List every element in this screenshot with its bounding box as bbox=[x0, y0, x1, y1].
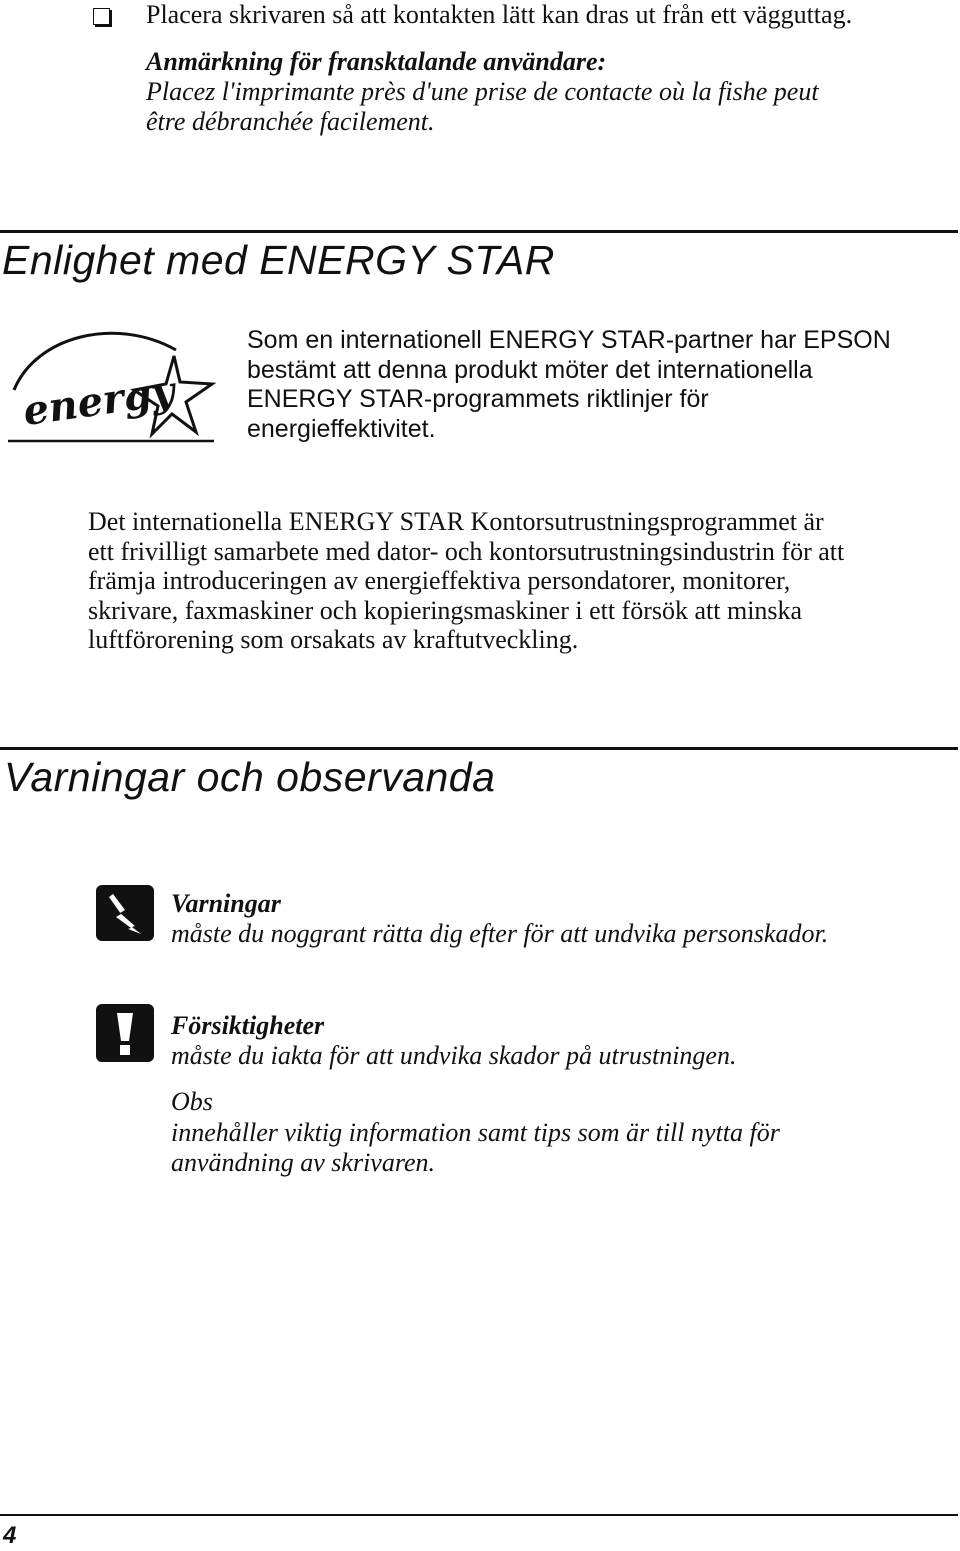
footer-rule bbox=[0, 1514, 958, 1516]
energy-body bbox=[88, 507, 844, 655]
note-line: innehåller viktig information samt tips som är till nytta för bbox=[171, 1118, 780, 1147]
warnings-section-heading: Varningar och observanda bbox=[4, 754, 496, 800]
energy-body-line: skrivare, faxmaskiner och kopieringsmaskiner i ett försök att minska bbox=[88, 595, 803, 625]
energy-body-line: främja introduceringen av energieffektiva persondatorer, monitorer, bbox=[88, 566, 791, 595]
energy-intro-line: Som en internationell ENERGY STAR-partner har EPSON bbox=[247, 326, 891, 354]
caution-text: måste du iakta för att undvika skador på utrustningen. bbox=[171, 1041, 737, 1070]
energy-body-line: ett frivilligt samarbete med dator- och kontorsutrustningsindustrin för att bbox=[88, 536, 845, 566]
energy-wordmark: energy bbox=[20, 367, 178, 436]
note-title: Obs bbox=[171, 1087, 213, 1116]
energy-body-line: Det internationella ENERGY STAR Kontorsutrustningsprogrammet är bbox=[88, 507, 824, 536]
french-note-line: être débranchée facilement. bbox=[146, 107, 435, 136]
note-line: användning av skrivaren. bbox=[171, 1148, 436, 1177]
warning-title: Varningar bbox=[171, 889, 281, 918]
caution-exclamation-icon bbox=[95, 1003, 155, 1063]
energy-intro-line: ENERGY STAR-programmets riktlinjer för bbox=[247, 385, 709, 413]
checkbox-bullet-icon bbox=[93, 8, 110, 25]
french-note-heading: Anmärkning för fransktalande användare: bbox=[146, 47, 607, 76]
energy-intro-line: bestämt att denna produkt möter det internationella bbox=[247, 355, 813, 384]
bullet-text: Placera skrivaren så att kontakten lätt kan dras ut från ett vägguttag. bbox=[146, 0, 853, 29]
section-rule bbox=[0, 747, 958, 750]
french-note-text bbox=[146, 77, 819, 137]
warning-text: måste du noggrant rätta dig efter för att undvika personskador. bbox=[171, 919, 829, 948]
page-number: 4 bbox=[3, 1522, 17, 1549]
caution-title: Försiktigheter bbox=[171, 1011, 325, 1040]
energy-section-heading: Enlighet med ENERGY STAR bbox=[2, 237, 555, 283]
section-rule bbox=[0, 230, 958, 233]
energy-intro-line: energieffektivitet. bbox=[247, 414, 436, 443]
energy-body-line: luftförorening som orsakats av kraftutveckling. bbox=[88, 625, 579, 654]
warning-lightning-icon bbox=[95, 884, 155, 942]
energy-star-logo-icon bbox=[6, 322, 218, 448]
note-text bbox=[171, 1118, 780, 1178]
french-note-line: Placez l'imprimante près d'une prise de contacte où la fishe peut bbox=[146, 77, 819, 106]
energy-intro bbox=[247, 326, 891, 444]
